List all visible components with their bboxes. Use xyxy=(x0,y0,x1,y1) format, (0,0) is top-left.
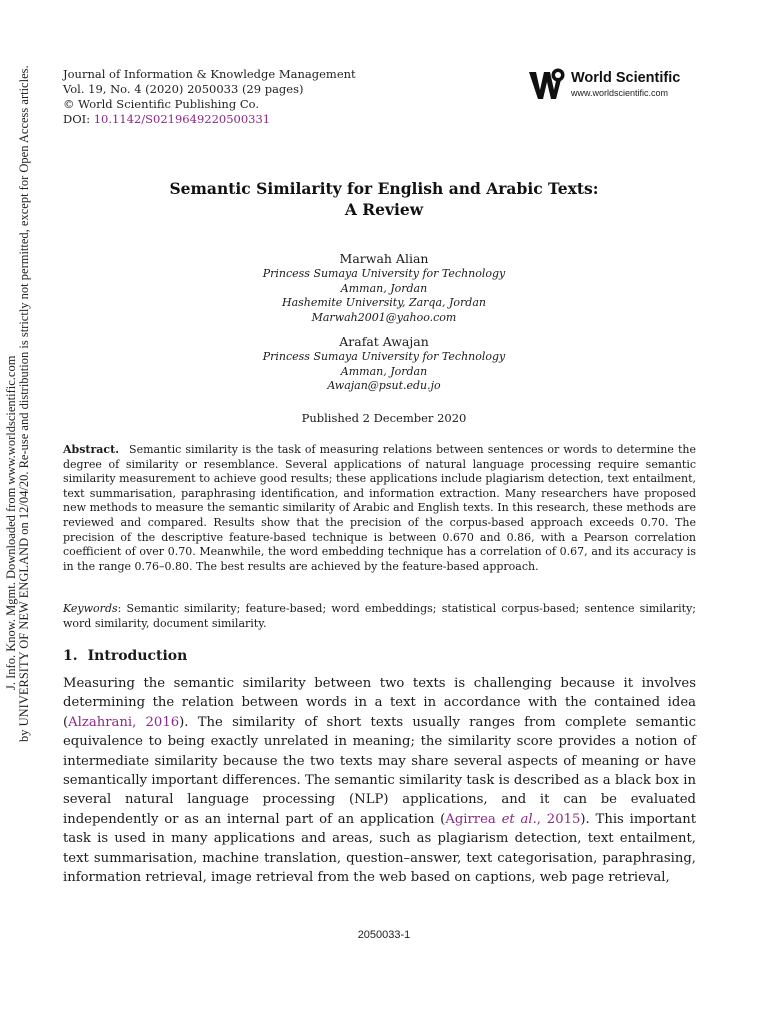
author-email[interactable]: Awajan@psut.edu.jo xyxy=(327,379,441,392)
author-block-1 xyxy=(0,251,768,325)
title-line-1: Semantic Similarity for English and Arabic Texts: xyxy=(169,179,599,198)
world-scientific-logo-icon xyxy=(527,66,567,102)
citation-link[interactable]: Alzahrani, 2016 xyxy=(68,714,180,730)
abstract xyxy=(63,443,696,574)
keywords-label: Keywords xyxy=(63,602,118,615)
title-line-2: A Review xyxy=(344,200,424,219)
publisher-logo xyxy=(527,66,707,102)
author-email[interactable]: Marwah2001@yahoo.com xyxy=(311,310,457,324)
author-affiliation: Princess Sumaya University for Technology xyxy=(262,267,506,280)
intro-text: ). The similarity of short texts usually ranges from complete semantic equivalence to being exactly unrelated in meaning; the similarity score provides a notion of intermediate similarity because the two texts may share several aspects of meaning or have semantically important differences. The semantic similarity task is described as a black box in several natural language processing (NLP) applications, and it can be evaluated independently or as an internal part of an application ( xyxy=(63,714,696,827)
journal-name: Journal of Information & Knowledge Management xyxy=(63,67,356,81)
citation-year: , 2015 xyxy=(536,811,581,827)
keywords-text: : Semantic similarity; feature-based; word embeddings; statistical corpus-based; sentence similarity; word similarity, document similarity. xyxy=(63,602,696,630)
abstract-label: Abstract. xyxy=(63,443,120,456)
intro-text: ). This important task is used in many applications and areas, such as plagiarism detection, text entailment, text summarisation, machine translation, question–answer, text categorisation, paraphrasing, information retrieval, image retrieval from the web based on captions, web page retrieval, xyxy=(63,811,696,886)
section-heading xyxy=(63,648,187,664)
author-name: Marwah Alian xyxy=(339,251,429,266)
publisher-name: World Scientific xyxy=(571,70,681,86)
doi-link[interactable]: 10.1142/S0219649220500331 xyxy=(93,112,271,126)
paper-title xyxy=(0,178,768,220)
page-footer-id: 2050033-1 xyxy=(357,929,411,941)
author-location: Amman, Jordan xyxy=(340,364,428,378)
download-notice-line1: J. Info. Know. Mgmt. Downloaded from www.worldscientific.com xyxy=(4,355,18,690)
journal-volume: Vol. 19, No. 4 (2020) 2050033 (29 pages) xyxy=(63,82,304,96)
author-affiliation: Princess Sumaya University for Technology xyxy=(262,350,506,363)
journal-doi xyxy=(63,112,356,127)
download-notice-line2: by UNIVERSITY OF NEW ENGLAND on 12/04/20. Re-use and distribution is strictly not permitted, except for Open Access articles. xyxy=(17,65,31,742)
doi-label: DOI: xyxy=(63,112,91,126)
author-block-2 xyxy=(0,334,768,394)
citation-author: Agirrea xyxy=(445,811,502,827)
citation-etal: et al. xyxy=(501,811,537,827)
abstract-text: Semantic similarity is the task of measuring relations between sentences or words to determine the degree of similarity or resemblance. Several applications of natural language processing require semantic similarity measurement to achieve good results; these applications include plagiarism detection, text entailment, text summarisation, paraphrasing identification, and information extraction. Many researchers have proposed new methods to measure the semantic similarity of Arabic and English texts. In this research, these methods are reviewed and compared. Results show that the precision of the corpus-based approach exceeds 0.70. The precision of the descriptive feature-based technique is between 0.670 and 0.86, with a Pearson correlation coefficient of over 0.70. Meanwhile, the word embedding technique has a correlation of 0.67, and its accuracy is in the range 0.76–0.80. The best results are achieved by the feature-based approach. xyxy=(63,443,696,573)
intro-paragraph xyxy=(63,674,696,887)
published-date: Published 2 December 2020 xyxy=(301,411,467,425)
author-affiliation: Hashemite University, Zarqa, Jordan xyxy=(282,296,486,309)
keywords xyxy=(63,601,696,631)
section-title: Introduction xyxy=(87,648,188,664)
journal-header xyxy=(63,67,356,127)
citation-link[interactable] xyxy=(445,812,580,827)
publisher-url[interactable]: www.worldscientific.com xyxy=(571,88,669,98)
section-number: 1. xyxy=(63,648,78,664)
journal-copyright: © World Scientific Publishing Co. xyxy=(63,97,260,111)
author-name: Arafat Awajan xyxy=(339,334,429,349)
author-location: Amman, Jordan xyxy=(340,281,428,295)
intro-text: Measuring the semantic similarity between two texts is challenging because it involves determining the relation between words in a text in accordance with the contained idea ( xyxy=(63,676,696,730)
